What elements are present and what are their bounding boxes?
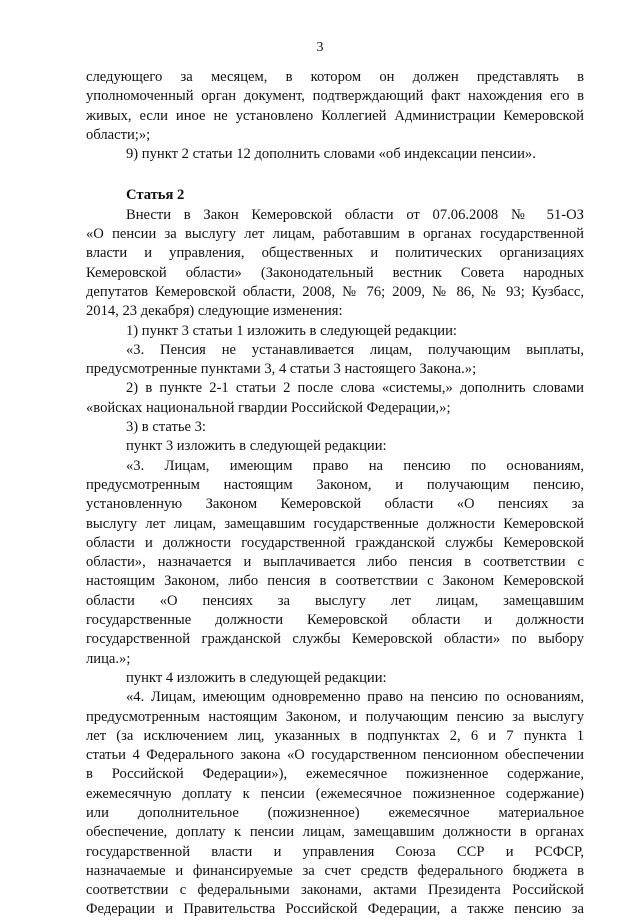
text-line: государственной гражданской службы Кемеровской области» по выбору — [86, 631, 584, 648]
paragraph-item-3 — [86, 418, 584, 437]
text-line: власти и управления, общественных и политических организациях — [86, 245, 584, 262]
paragraph-quote-point-4 — [86, 688, 584, 920]
paragraph-item-2 — [86, 379, 584, 418]
text-line: статьи 4 Федерального закона «О государственном пенсионном обеспечении — [86, 747, 584, 764]
text-line: Кемеровской области» (Законодательный вестник Совета народных — [86, 264, 584, 281]
paragraph-point-4-intro — [86, 669, 584, 688]
text-line: уполномоченный орган документ, подтверждающий факт нахождения его в — [86, 88, 584, 105]
text-line: лица.»; — [86, 650, 131, 667]
text-line: следующего за месяцем, в котором он должен представлять в — [86, 69, 584, 85]
text-line: Федерации и Правительства Российской Федерации, а также пенсию за — [86, 901, 584, 918]
text-line: государственной власти и управления Союза ССР и РСФСР, — [86, 843, 584, 860]
text-line: соответствии с федеральными законами, актами Президента Российской — [86, 882, 584, 899]
paragraph-item-1 — [86, 322, 584, 341]
text-line: назначаемые и финансируемые за счет средств федерального бюджета в — [86, 862, 584, 879]
text-line: 2) в пункте 2-1 статьи 2 после слова «системы,» дополнить словами — [126, 380, 584, 397]
paragraph-quote-3 — [86, 341, 584, 380]
text-line: в Российской Федерации»), ежемесячное пожизненное содержание, — [86, 766, 584, 783]
article-heading: Статья 2 — [126, 187, 185, 204]
text-line: 2014, 23 декабря) следующие изменения: — [86, 303, 343, 320]
text-line: 1) пункт 3 статьи 1 изложить в следующей редакции: — [126, 322, 457, 339]
text-line: предусмотренные пунктами 3, 4 статьи 3 настоящего Закона.»; — [86, 361, 477, 378]
text-line: Внести в Закон Кемеровской области от 07.06.2008 № 51-ОЗ — [126, 206, 584, 223]
text-line: «4. Лицам, имеющим одновременно право на пенсию по основаниям, — [126, 689, 584, 706]
text-line: государственные должности Кемеровской области и должности — [86, 612, 584, 629]
paragraph-continuation — [86, 68, 584, 145]
text-line: пункт 4 изложить в следующей редакции: — [126, 669, 387, 686]
text-line: предусмотренным настоящим Законом, и получающим пенсию, — [86, 476, 584, 493]
text-line: области», назначается и выплачивается либо пенсия в соответствии с — [86, 554, 584, 571]
text-line: лет (за исключением лиц, указанных в подпунктах 2, 6 и 7 пункта 1 — [86, 727, 584, 744]
text-line: области и должности государственной гражданской службы Кемеровской — [86, 534, 584, 551]
text-line: предусмотренным настоящим Законом, и получающим пенсию за выслугу — [86, 708, 584, 725]
text-line: «О пенсии за выслугу лет лицам, работавшим в органах государственной — [86, 226, 584, 243]
text-line: «войсках национальной гвардии Российской Федерации,»; — [86, 399, 451, 416]
text-line: депутатов Кемеровской области, 2008, № 76; 2009, № 86, № 93; Кузбасс, — [86, 283, 584, 300]
text-line: области;»; — [86, 126, 151, 143]
paragraph-item-9 — [86, 145, 584, 164]
text-line: области «О пенсиях за выслугу лет лицам, замещавшим — [86, 592, 584, 609]
paragraph-quote-point-3 — [86, 457, 584, 669]
text-line: «3. Лицам, имеющим право на пенсию по основаниям, — [126, 457, 584, 474]
text-line: 3) в статье 3: — [126, 419, 206, 436]
text-line: 9) пункт 2 статьи 12 дополнить словами «об индексации пенсии». — [126, 146, 536, 163]
document-body — [86, 68, 584, 920]
text-line: или дополнительное (пожизненное) ежемесячное материальное — [86, 804, 584, 821]
paragraph-intro — [86, 206, 584, 322]
paragraph-point-3-intro — [86, 437, 584, 456]
text-line: живых, если иное не установлено Коллегией Администрации Кемеровской — [86, 107, 584, 124]
text-line: обеспечение, доплату к пенсии лицам, замещавшим должности в органах — [86, 824, 584, 841]
page-number: 3 — [316, 40, 324, 55]
text-line: «3. Пенсия не устанавливается лицам, получающим выплаты, — [126, 341, 584, 358]
text-line: установленную Законом Кемеровской области «О пенсиях за — [86, 496, 584, 513]
text-line: настоящим Законом, либо пенсия в соответствии с Законом Кемеровской — [86, 573, 584, 590]
text-line: выслугу лет лицам, замещавшим государственные должности Кемеровской — [86, 515, 584, 532]
text-line: ежемесячную доплату к пенсии (ежемесячное пожизненное содержание) — [86, 785, 584, 802]
text-line: пункт 3 изложить в следующей редакции: — [126, 438, 387, 455]
